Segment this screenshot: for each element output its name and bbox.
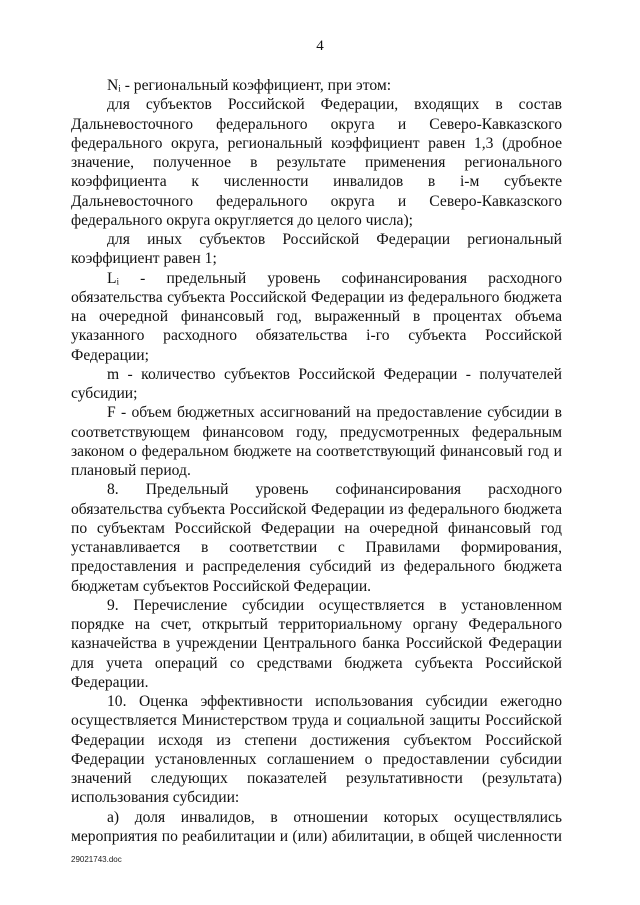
footer-document-code: 29021743.doc: [71, 855, 122, 864]
paragraph-far-east-coefficient: для субъектов Российской Федерации, входящих в состав Дальневосточного федерального округа и Северо-Кавказского федерального округа, региональный коэффициент равен 1,3 (дробное значение, полученное в результате применения регионального коэффициента к численности инвалидов в i-м субъекте Дальневосточного федерального округа и Северо-Кавказского федерального округа округляется до целого числа);: [71, 96, 562, 229]
paragraph-other-subjects-coefficient: для иных субъектов Российской Федерации региональный коэффициент равен 1;: [71, 231, 562, 268]
paragraph-m-definition: m - количество субъектов Российской Федерации - получателей субсидии;: [71, 365, 562, 402]
paragraph-ni-definition: Nᵢ - региональный коэффициент, при этом:: [107, 77, 392, 94]
document-body: [71, 76, 562, 846]
paragraph-section-9: 9. Перечисление субсидии осуществляется в установленном порядке на счет, открытый территориальному органу Федерального казначейства в учреждении Центрального банка Российской Федерации для учета операций со средствами бюджета субъекта Российской Федерации.: [71, 596, 562, 691]
paragraph-li-definition: Lᵢ - предельный уровень софинансирования расходного обязательства субъекта Российской Федерации из федерального бюджета на очередной финансовый год, выраженный в процентах объема указанного расходного обязательства i-го субъекта Российской Федерации;: [71, 269, 562, 364]
paragraph-f-definition: F - объем бюджетных ассигнований на предоставление субсидии в соответствующем финансовом году, предусмотренных федеральным законом о федеральном бюджете на соответствующий финансовый год и плановый период.: [71, 404, 562, 479]
page-number: 4: [316, 38, 324, 54]
paragraph-section-8: 8. Предельный уровень софинансирования расходного обязательства субъекта Российской Федерации из федерального бюджета по субъектам Российской Федерации на очередной финансовый год устанавливается в соответствии с Правилами формирования, предоставления и распределения субсидий из федерального бюджета бюджетам субъектов Российской Федерации.: [71, 481, 562, 595]
paragraph-item-a: а) доля инвалидов, в отношении которых осуществлялись мероприятия по реабилитации и (или) абилитации, в общей численности: [71, 808, 562, 845]
paragraph-section-10: 10. Оценка эффективности использования субсидии ежегодно осуществляется Министерством труда и социальной защиты Российской Федерации исходя из степени достижения субъектом Российской Федерации установленных соглашением о предоставлении субсидии значений следующих показателей результативности (результата) использования субсидии:: [71, 693, 562, 807]
